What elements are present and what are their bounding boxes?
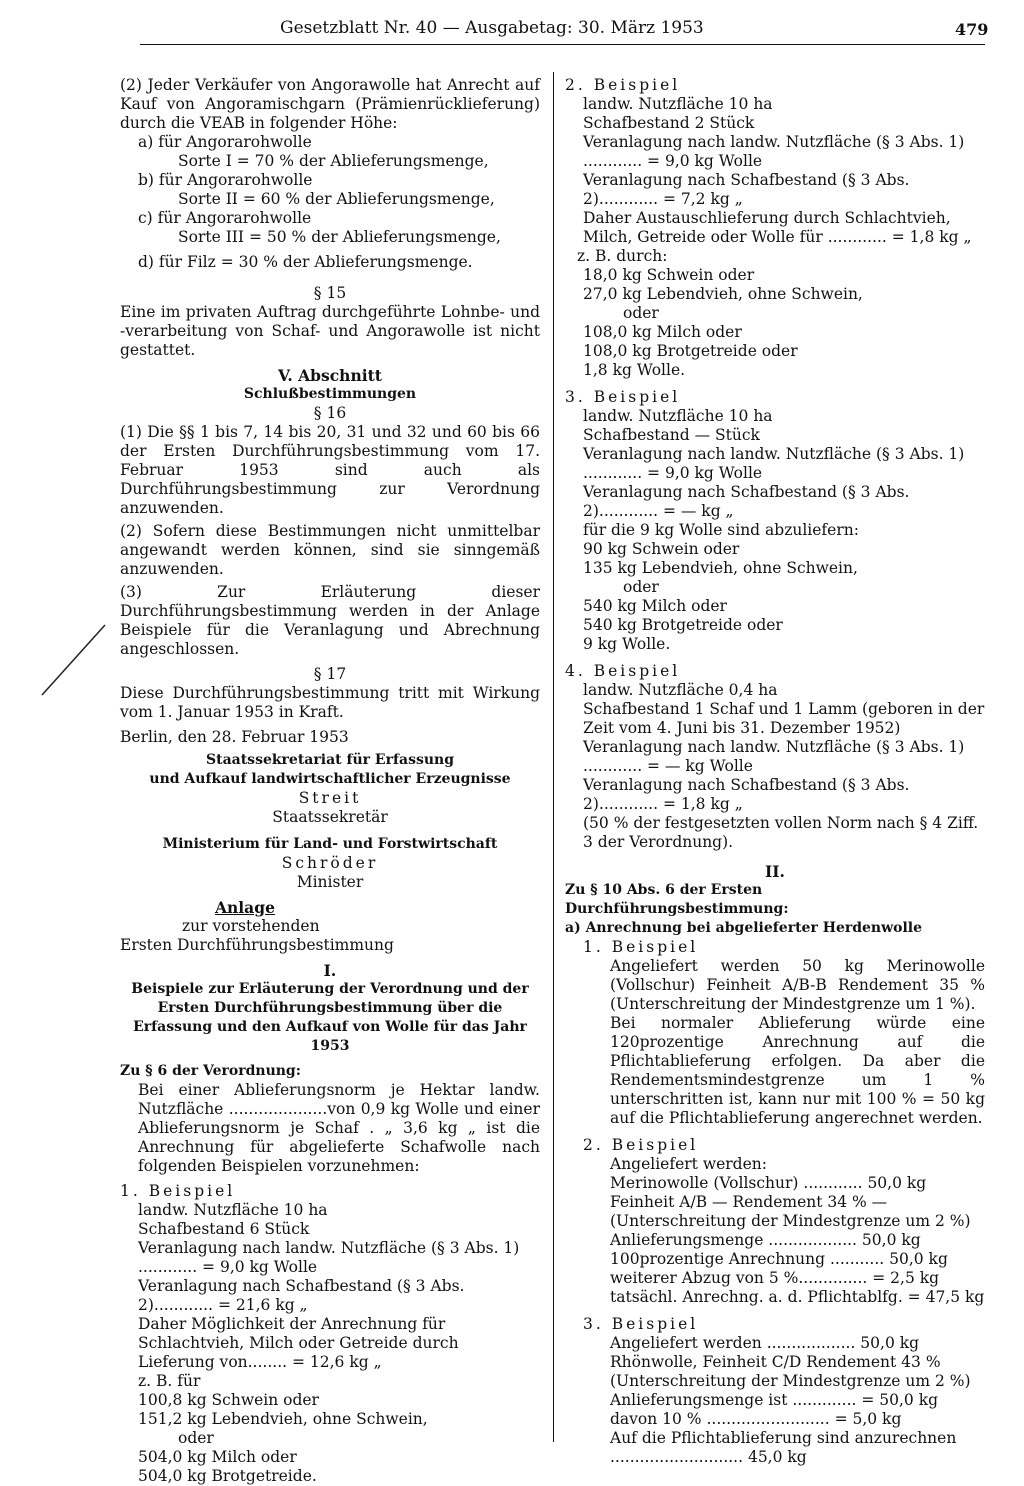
handwritten-stroke [40,620,110,700]
section-heading: a) Anrechnung bei abgelieferter Herdenwolle [565,920,923,936]
example-heading: 4. Beispiel [565,662,681,680]
page-header: Gesetzblatt Nr. 40 — Ausgabetag: 30. März 1953 [280,18,704,38]
example-line: Anlieferungsmenge .................. 50,0 kg [610,1231,921,1249]
example-line: Anlieferungsmenge ist ............. = 50,0 kg [610,1391,939,1409]
list-item: Sorte III = 50 % der Ablieferungsmenge, [178,228,501,246]
annex-subtitle: Ersten Durchführungsbestimmung [120,936,394,954]
example-line: Schafbestand 2 Stück [583,114,755,132]
example-line: Schafbestand — Stück [583,426,760,444]
example-line: landw. Nutzfläche 10 ha [583,95,773,113]
example-line: 504,0 kg Milch oder [138,1448,297,1466]
example-line: (50 % der festgesetzten vollen Norm nach § 4 Ziff. 3 der Verordnung). [583,814,979,851]
example-line: 1,8 kg Wolle. [583,361,686,379]
example-line: Veranlagung nach Schafbestand (§ 3 Abs. 2)............ = 1,8 kg „ [583,776,910,813]
list-item: b) für Angorarohwolle [138,171,313,189]
example-line: für die 9 kg Wolle sind abzuliefern: [583,521,859,539]
example-line: Merinowolle (Vollschur) ............ 50,0 kg [610,1174,927,1192]
right-column [565,76,985,1467]
example-line: Schafbestand 6 Stück [138,1220,310,1238]
list-item: d) für Filz = 30 % der Ablieferungsmenge. [138,253,473,271]
example-line: Veranlagung nach landw. Nutzfläche (§ 3 Abs. 1) ............ = — kg Wolle [583,738,965,775]
example-line: davon 10 % ......................... = 5,0 kg [610,1410,902,1428]
example-line: Angeliefert werden .................. 50,0 kg [610,1334,920,1352]
example-line: oder [623,304,659,322]
example-line: 90 kg Schwein oder [583,540,740,558]
section-heading: V. Abschnitt [278,366,382,385]
section-heading: § 15 [313,284,347,302]
section-heading: Zu § 6 der Verordnung: [120,1063,301,1079]
paragraph: Bei einer Ablieferungsnorm je Hektar landw. Nutzfläche ....................von 0,9 kg Wolle und einer Ablieferungsnorm je Schaf . „ 3,6 kg „ ist die Anrechnung für abgelieferte Schafwolle nach folgenden Beispielen vorzunehmen: [138,1081,540,1175]
example-line: Veranlagung nach landw. Nutzfläche (§ 3 Abs. 1) ............ = 9,0 kg Wolle [138,1239,520,1276]
example-line: Veranlagung nach landw. Nutzfläche (§ 3 Abs. 1) ............ = 9,0 kg Wolle [583,133,965,170]
example-line: 9 kg Wolle. [583,635,671,653]
example-line: 504,0 kg Brotgetreide. [138,1467,317,1485]
example-line: z. B. durch: [577,247,668,265]
section-heading: II. [765,862,785,881]
section-subheading: Schlußbestimmungen [243,386,417,402]
example-line: 100,8 kg Schwein oder [138,1391,319,1409]
example-heading: 1. Beispiel [120,1182,236,1200]
paragraph: (2) Jeder Verkäufer von Angorawolle hat Anrecht auf Kauf von Angoramischgarn (Prämienrücklieferung) durch die VEAB in folgender Höhe: [120,76,540,132]
column-divider [553,72,554,1442]
paragraph: (3) Zur Erläuterung dieser Durchführungsbestimmung werden in der Anlage Beispiele für die Veranlagung und Abrechnung angeschlossen. [120,583,540,658]
paragraph: Angeliefert werden 50 kg Merinowolle (Vollschur) Feinheit A/B-B Rendement 35 % (Unterschreitung der Mindestgrenze um 1 %). [610,957,985,1013]
example-line: weiterer Abzug von 5 %.............. = 2,5 kg [610,1269,940,1287]
example-line: Feinheit A/B — Rendement 34 % — (Unterschreitung der Mindestgrenze um 2 %) [610,1193,971,1230]
example-line: 108,0 kg Milch oder [583,323,742,341]
example-line: 151,2 kg Lebendvieh, ohne Schwein, [138,1410,428,1428]
example-line: Angeliefert werden: [610,1155,767,1173]
list-item: Sorte II = 60 % der Ablieferungsmenge, [178,190,495,208]
annex-title: Anlage [215,898,275,917]
section-heading: I. [323,961,337,980]
paragraph: Eine im privaten Auftrag durchgeführte Lohnbe- und -verarbeitung von Schaf- und Angorawolle ist nicht gestattet. [120,303,540,359]
example-line: Veranlagung nach Schafbestand (§ 3 Abs. 2)............ = — kg „ [583,483,910,520]
list-item: Sorte I = 70 % der Ablieferungsmenge, [178,152,489,170]
signatory-org: Staatssekretariat für Erfassung [206,752,454,768]
section-heading: § 17 [313,665,347,683]
example-line: landw. Nutzfläche 10 ha [138,1201,328,1219]
example-line: 108,0 kg Brotgetreide oder [583,342,798,360]
header-rule [140,44,985,45]
example-line: 540 kg Milch oder [583,597,727,615]
section-heading: Beispiele zur Erläuterung der Verordnung und der Ersten Durchführungsbestimmung über die Erfassung und den Aufkauf von Wolle für das Jahr 1953 [131,981,529,1054]
example-line: Veranlagung nach landw. Nutzfläche (§ 3 Abs. 1) ............ = 9,0 kg Wolle [583,445,965,482]
section-heading: § 16 [313,404,347,422]
signatory-name: Streit [298,789,362,807]
list-item: c) für Angorarohwolle [138,209,312,227]
example-heading: 3. Beispiel [583,1315,699,1333]
date-line: Berlin, den 28. Februar 1953 [120,728,349,746]
signatory-title: Staatssekretär [272,808,388,826]
example-heading: 3. Beispiel [565,388,681,406]
example-line: Daher Möglichkeit der Anrechnung für Schlachtvieh, Milch oder Getreide durch Lieferung von........ = 12,6 kg „ [138,1315,459,1371]
annex-subtitle: zur vorstehenden [182,917,320,935]
list-item: a) für Angorarohwolle [138,133,312,151]
example-line: 18,0 kg Schwein oder [583,266,755,284]
example-line: 100prozentige Anrechnung ........... 50,0 kg [610,1250,948,1268]
signatory-org: und Aufkauf landwirtschaftlicher Erzeugnisse [149,771,511,787]
example-heading: 2. Beispiel [565,76,681,94]
section-heading: Zu § 10 Abs. 6 der Ersten Durchführungsbestimmung: [565,882,789,917]
example-line: oder [623,578,659,596]
example-line: Auf die Pflichtablieferung sind anzurechnen ........................... 45,0 kg [610,1429,957,1466]
example-line: tatsächl. Anrechng. a. d. Pflichtablfg. = 47,5 kg [610,1288,985,1306]
left-column [120,76,540,1486]
example-line: landw. Nutzfläche 0,4 ha [583,681,778,699]
example-line: Veranlagung nach Schafbestand (§ 3 Abs. 2)............ = 21,6 kg „ [138,1277,465,1314]
example-line: Veranlagung nach Schafbestand (§ 3 Abs. 2)............ = 7,2 kg „ [583,171,910,208]
paragraph: Diese Durchführungsbestimmung tritt mit Wirkung vom 1. Januar 1953 in Kraft. [120,684,540,721]
example-line: Daher Austauschlieferung durch Schlachtvieh, Milch, Getreide oder Wolle für ............ = 1,8 kg „ [583,209,972,246]
example-line: Schafbestand 1 Schaf und 1 Lamm (geboren in der Zeit vom 4. Juni bis 31. Dezember 1952) [583,700,985,737]
paragraph: (1) Die §§ 1 bis 7, 14 bis 20, 31 und 32 und 60 bis 66 der Ersten Durchführungsbestimmung vom 17. Februar 1953 sind auch als Durchführungsbestimmung zur Verordnung anzuwenden. [120,423,540,517]
paragraph: Bei normaler Ablieferung würde eine 120prozentige Anrechnung auf die Pflichtablieferung erfolgen. Da aber die Rendementsmindestgrenze um 1 % unterschritten ist, kann nur mit 100 % = 50 kg auf die Pflichtablieferung angerechnet werden. [610,1014,985,1127]
example-heading: 1. Beispiel [583,938,699,956]
signatory-name: Schröder [281,854,379,872]
paragraph: (2) Sofern diese Bestimmungen nicht unmittelbar angewandt werden können, sind sie sinngemäß anzuwenden. [120,522,540,578]
example-line: Rhönwolle, Feinheit C/D Rendement 43 % (Unterschreitung der Mindestgrenze um 2 %) [610,1353,971,1390]
example-line: oder [178,1429,214,1447]
signatory-org: Ministerium für Land- und Forstwirtschaft [162,836,498,852]
example-line: 27,0 kg Lebendvieh, ohne Schwein, [583,285,863,303]
page-number: 479 [955,20,989,39]
example-line: landw. Nutzfläche 10 ha [583,407,773,425]
example-line: 540 kg Brotgetreide oder [583,616,783,634]
signatory-title: Minister [296,873,364,891]
example-heading: 2. Beispiel [583,1136,699,1154]
example-line: 135 kg Lebendvieh, ohne Schwein, [583,559,858,577]
example-line: z. B. für [138,1372,201,1390]
